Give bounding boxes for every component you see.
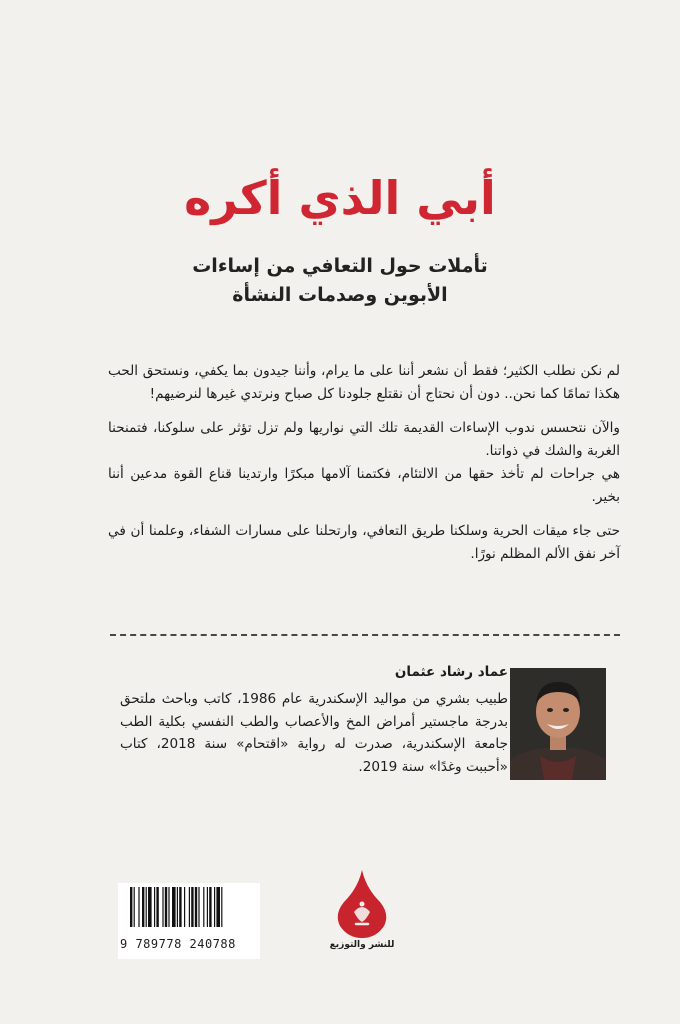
book-subtitle [0, 252, 680, 310]
subtitle-line-2: الأبوين وصدمات النشأة [232, 284, 448, 306]
isbn-number: 9 789778 240788 [120, 937, 236, 951]
blurb-paragraph-3: هي جراحات لم تأخذ حقها من الالتئام، فكتمنا آلامها مبكرًا وارتدينا قناع القوة مدعين أننا بخير. [108, 466, 620, 505]
subtitle-line-1: تأملات حول التعافي من إساءات [192, 255, 488, 277]
section-divider [110, 634, 620, 636]
blurb [108, 360, 620, 577]
author-bio: طبيب بشري من مواليد الإسكندرية عام 1986، كاتب وباحث ملتحق بدرجة ماجستير أمراض المخ والأعصاب والطب النفسي بكلية الطب جامعة الإسكندرية، صدرت له رواية «اقتحام» سنة 2018، كتاب «أحببت وغدًا» سنة 2019. [120, 691, 508, 775]
book-title: أبي الذي أكره [184, 171, 496, 225]
author-name: عماد رشاد عثمان [394, 664, 508, 680]
publisher-tagline: للنشر والتوزيع [329, 940, 395, 950]
author-photo [510, 668, 606, 780]
blurb-paragraph-2: والآن نتحسس ندوب الإساءات القديمة تلك التي نواريها ولم تزل تؤثر على سلوكنا، فتمنحنا الغربة والشك في ذواتنا. [108, 420, 620, 459]
barcode-bars [130, 887, 250, 927]
blurb-paragraph-4: حتى جاء ميقات الحرية وسلكنا طريق التعافي، وارتحلنا على مسارات الشفاء، وعلمنا أن في آخر نفق الألم المظلم نورًا. [108, 523, 620, 562]
blurb-paragraph-1: لم نكن نطلب الكثير؛ فقط أن نشعر أننا على ما يرام، وأننا جيدون بما يكفي، ونستحق الحب هكذا تمامًا كما نحن.. دون أن نحتاج أن نقتلع جلودنا كل صباح ونرتدي غيرها لنرضيهم! [108, 363, 620, 402]
